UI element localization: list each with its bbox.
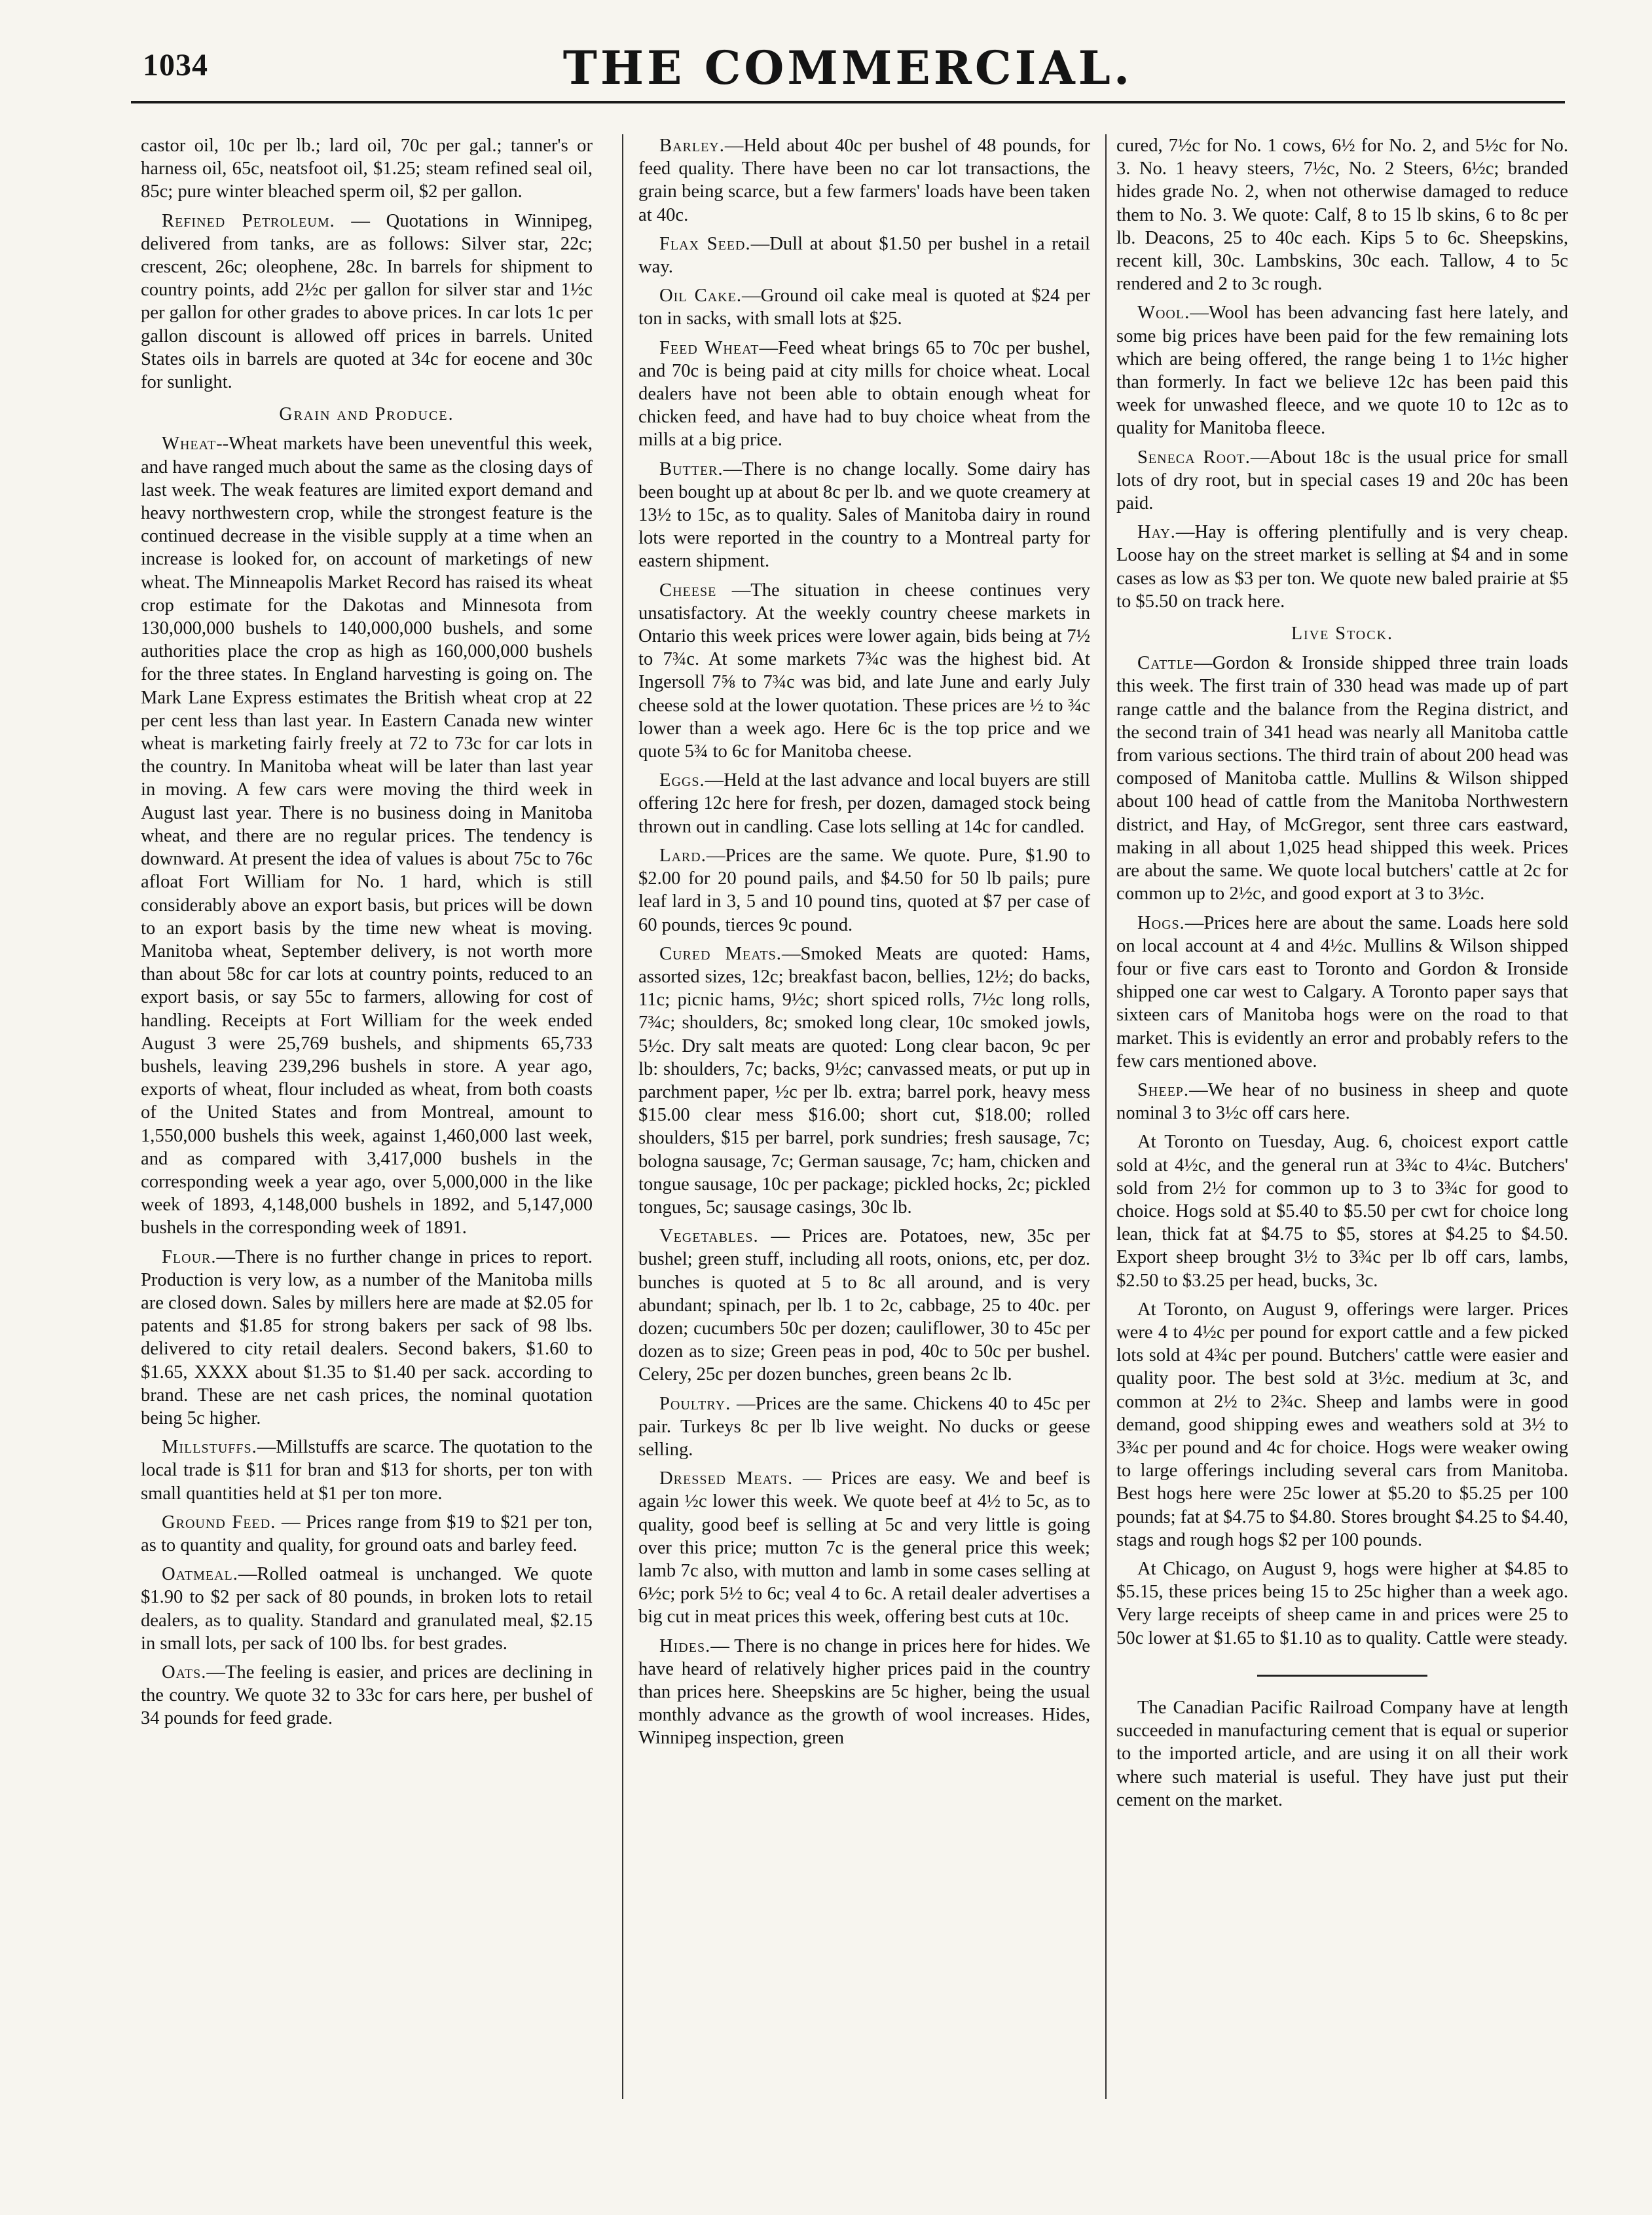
article-toronto-aug9: At Toronto, on August 9, offerings were larger. Prices were 4 to 4½c per pound for export cattle and a few picked lots sold at 4¾c per pound. Butchers' cattle were easier and quality poor. The best sold at 3½c. medium at 3c, and common at 2½ to 2¾c. Sheep and lambs were in good demand, good shipping ewes and weathers sold at 3½ to 3¾c per pound and 4c for choice. Hogs were weaker owing to large offerings including several cars from Manitoba. Best hogs here were 25c lower at $5.20 to $5.25 per 100 pounds; fat at $4.75 to $4.80. Stores brought $4.25 to $4.40, stags and rough hogs $2 per 100 pounds. — [1116, 1299, 1568, 1550]
article-heading: Cheese — [659, 580, 717, 601]
article-heading: Vegetables. — [659, 1226, 759, 1247]
article-heading: Poultry. — [659, 1393, 731, 1414]
article-body: —Feed wheat brings 65 to 70c per bushel, and 70c is being paid at city mills for choice wheat. Local dealers have not been able to obtain enough wheat for chicken feed, and have had to buy choice wheat from the mills at a big price. — [638, 337, 1090, 451]
article-heading: Sheep. — [1137, 1079, 1190, 1100]
article-oatmeal — [141, 1563, 593, 1655]
article-body: —The situation in cheese continues very unsatisfactory. At the weekly country cheese markets in Ontario this week prices were lower again, bids being at 7½ to 7¾c. At some markets 7¾c was the highest bid. At Ingersoll 7⅝ to 7¾c was bid, and late June and early July cheese sold at the lower quotation. These prices are ½ to ¾c lower than a week ago. Here 6c is the top price and we quote 5¾ to 6c for Manitoba cheese. — [638, 580, 1090, 762]
article-ground-feed — [141, 1511, 593, 1557]
article-millstuffs — [141, 1436, 593, 1505]
article-flour — [141, 1246, 593, 1430]
article-heading: Seneca Root. — [1137, 447, 1251, 468]
section-heading-live-stock: Live Stock. — [1291, 624, 1394, 644]
article-cpr-cement: The Canadian Pacific Railroad Company have at length succeeded in manufacturing cement that is equal or superior to the imported article, and are using it on all their work where such material is useful. They have just put their cement on the market. — [1116, 1698, 1568, 1810]
column-divider — [622, 134, 623, 2099]
article-wool — [1116, 301, 1568, 439]
article-body: —There is no further change in prices to report. Production is very low, as a number of the Manitoba mills are closed down. Sales by millers here are made at $2.05 for patents and $1.85 for strong bakers per sack of 98 lbs. delivered to city retail dealers. Second bakers, $1.60 to $1.65, XXXX about $1.35 to $1.40 per sack. according to brand. These are net cash prices, the nominal quotation being 5c higher. — [141, 1246, 593, 1428]
article-wheat — [141, 432, 593, 1239]
article-body: —About 18c is the usual price for small lots of dry root, but in special cases 19 and 20c has been paid. — [1116, 447, 1568, 514]
masthead-title: THE COMMERCIAL. — [562, 41, 1133, 95]
article-body: —Held at the last advance and local buyers are still offering 12c here for fresh, per dozen, damaged stock being thrown out in candling. Case lots selling at 14c for candled. — [638, 770, 1090, 837]
article-body: —Millstuffs are scarce. The quotation to the local trade is $11 for bran and $13 for shorts, per ton with small quantities held at $1 per ton more. — [141, 1437, 593, 1504]
article-lard — [638, 844, 1090, 937]
article-heading: Cured Meats. — [659, 943, 782, 964]
article-body: —Rolled oatmeal is unchanged. We quote $1.90 to $2 per sack of 80 pounds, in broken lots to retail dealers, as to quality. Standard and granulated meal, $2.15 in small lots, per sack of 100 lbs. for best grades. — [141, 1564, 593, 1654]
section-separator — [1116, 1663, 1568, 1686]
oils-continuation: castor oil, 10c per lb.; lard oil, 70c per gal.; tanner's or harness oil, 65c, neatsfoot oil, $1.25; steam refined seal oil, 85c; pure winter bleached sperm oil, $2 per gallon. — [141, 136, 593, 202]
hides-continuation: cured, 7½c for No. 1 cows, 6½ for No. 2, and 5½c for No. 3. No. 1 heavy steers, 7½c, No. 2 Steers, 6½c; branded hides grade No. 2, when not otherwise damaged to reduce them to No. 3. We quote: Calf, 8 to 15 lb skins, 6 to 8c per lb. Deacons, 25 to 40c each. Kips 5 to 6c. Sheepskins, recent kill, 30c. Lambskins, 30c each. Tallow, 4 to 5c rendered and 2 to 3c rough. — [1116, 136, 1568, 295]
article-cheese — [638, 579, 1090, 764]
section-heading-grain: Grain and Produce. — [279, 404, 454, 425]
article-chicago: At Chicago, on August 9, hogs were higher at $4.85 to $5.15, these prices being 15 to 25c higher than a week ago. Very large receipts of sheep came in and prices were 25 to 50c lower at $1.65 to $1.10 as to quality. Cattle were steady. — [1116, 1558, 1568, 1648]
article-body: —Dull at about $1.50 per bushel in a retail way. — [638, 233, 1090, 278]
article-oats — [141, 1661, 593, 1730]
article-heading: Wheat — [162, 434, 217, 455]
article-heading: Flax Seed. — [659, 233, 751, 254]
article-heading: Cattle — [1137, 653, 1194, 674]
article-toronto-aug6: At Toronto on Tuesday, Aug. 6, choicest export cattle sold at 4½c, and the general run at 3¾c to 4¼c. Butchers' sold from 2½ for common up to 3 to 3¾c for good to choice. Hogs sold at $5.40 to $5.50 per cwt for choice long lean, thick fat at $4.75 to $5, stores at $4.25 to $4.50. Export sheep brought 3½ to 3¾c per lb off cars, lambs, $2.50 to $3.25 per head, bucks, 3c. — [1116, 1132, 1568, 1291]
article-oil-cake — [638, 284, 1090, 330]
article-dressed-meats — [638, 1467, 1090, 1628]
article-feed-wheat — [638, 337, 1090, 452]
article-vegetables — [638, 1225, 1090, 1386]
article-body: —Prices here are about the same. Loads here sold on local account at 4 and 4½c. Mullins & Wilson shipped four or five cars east to Toronto and Gordon & Ironside shipped one car west to Calgary. A Toronto paper says that sixteen cars of Manitoba hogs were on the road to that market. This is evidently an error and probably refers to the few cars mentioned above. — [1116, 912, 1568, 1071]
article-refined-petroleum — [141, 210, 593, 394]
article-sheep — [1116, 1079, 1568, 1125]
column-2 — [638, 134, 1090, 1756]
article-heading: Barley. — [659, 136, 725, 156]
article-cured-meats — [638, 942, 1090, 1219]
column-1 — [141, 134, 593, 1736]
article-heading: Ground Feed. — [162, 1512, 276, 1533]
article-heading: Wool. — [1137, 303, 1190, 324]
article-flax-seed — [638, 233, 1090, 278]
article-hogs — [1116, 912, 1568, 1073]
article-body: —Gordon & Ironside shipped three train loads this week. The first train of 330 head was made up of part range cattle and the balance from the Regina district, and the second train of 341 head was nearly all Manitoba cattle from various sections. The third train of about 200 head was composed of Manitoba cattle. Mullins & Wilson shipped about 100 head of cattle from the Manitoba Northwestern district, and Hay, of McGregor, sent three cars eastward, making in all about 1,025 head shipped this week. Prices are about the same. We quote local butchers' cattle at 2c for common up to 2½c, and good export at 3 to 3½c. — [1116, 653, 1568, 904]
article-heading: Millstuffs. — [162, 1437, 257, 1458]
article-heading: Hogs. — [1137, 912, 1185, 933]
article-body: — Prices are. Potatoes, new, 35c per bushel; green stuff, including all roots, onions, etc, per doz. bunches is quoted at 5 to 8c all around, and is very abundant; spinach, per lb. 1 to 2c, cabbage, 25 to 40c. per dozen; cucumbers 50c per dozen; cauliflower, 30 to 45c per dozen as to size; Green peas in pod, 40c to 50c per bushel. Celery, 25c per dozen bunches, green beans 2c lb. — [638, 1226, 1090, 1385]
article-body: — Quotations in Winnipeg, delivered from tanks, are as follows: Silver star, 22c; crescent, 26c; oleophene, 28c. In barrels for shipment to country points, add 2½c per gallon for silver star and 1½c per gallon for other grades to above prices. In car lots 1c per gallon discount is allowed off prices in barrels. United States oils in barrels are quoted at 34c for eocene and 30c for sunlight. — [141, 210, 593, 393]
article-poultry — [638, 1392, 1090, 1462]
article-cattle — [1116, 652, 1568, 905]
article-heading: Oats. — [162, 1662, 207, 1683]
article-heading: Dressed Meats. — [659, 1468, 794, 1489]
article-hay — [1116, 521, 1568, 613]
column-3 — [1116, 134, 1568, 1817]
article-body: —There is no change locally. Some dairy has been bought up at about 8c per lb. and we quote creamery at 13½ to 15c, as to quality. Sales of Manitoba dairy in round lots were reported in the country to a Montreal party for eastern shipment. — [638, 458, 1090, 572]
article-eggs — [638, 769, 1090, 838]
article-body: —The feeling is easier, and prices are declining in the country. We quote 32 to 33c for cars here, per bushel of 34 pounds for feed grade. — [141, 1662, 593, 1729]
article-body: —Hay is offering plentifully and is very cheap. Loose hay on the street market is selling at $4 and in some cases as low as $3 per ton. We quote new baled prairie at $5 to $5.50 on track here. — [1116, 522, 1568, 612]
article-body: —Wool has been advancing fast here lately, and some big prices have been paid for the few remaining lots which are being offered, the range being 1 to 1½c higher than formerly. In fact we believe 12c has been paid this week for unwashed fleece, and we quote 10 to 12c as to quality for Manitoba fleece. — [1116, 303, 1568, 439]
column-divider — [1105, 134, 1107, 2099]
article-heading: Hay. — [1137, 522, 1176, 543]
article-butter — [638, 458, 1090, 573]
article-heading: Feed Wheat — [659, 337, 760, 358]
article-heading: Lard. — [659, 845, 707, 866]
article-heading: Eggs. — [659, 770, 705, 791]
article-body: —Held about 40c per bushel of 48 pounds, for feed quality. There have been no car lot transactions, the grain being scarce, but a few farmers' loads have been taken at 40c. — [638, 136, 1090, 225]
article-body: — Prices range from $19 to $21 per ton, as to quantity and quality, for ground oats and barley feed. — [141, 1512, 593, 1555]
article-heading: Refined Petroleum. — [162, 210, 335, 231]
article-body: --Wheat markets have been uneventful this week, and have ranged much about the same as the closing days of last week. The weak features are limited export demand and heavy northwestern crop, while the strongest feature is the continued decrease in the visible supply at a time when an increase is looked for, on account of marketings of new wheat. The Minneapolis Market Record has raised its wheat crop estimate for the Dakotas and Minnesota from 130,000,000 bushels to 140,000,000 bushels, and some authorities place the crop as high as 160,000,000 bushels for the three states. In England harvesting is going on. The Mark Lane Express estimates the British wheat crop at 22 per cent less than last year. In Eastern Canada new winter wheat is marketing fairly freely at 72 to 73c for car lots in the country. In Manitoba wheat will be later than last year in moving. A few cars were moving the third week in August last year. There is no business doing in Manitoba wheat, and there are no regular prices. The tendency is downward. At present the idea of values is about 75c to 76c afloat Fort William for No. 1 hard, which is still considerably above an export basis, but prices will be down to an export basis by the time new wheat is moving. Manitoba wheat, September delivery, is not worth more than about 58c for car lots at country points, reduced to an export basis, or say 55c to farmers, allowing for cost of handling. Receipts at Fort William for the week ended August 3 were 25,769 bushels, and shipments 65,733 bushels, leaving 239,296 bushels in store. A year ago, exports of wheat, flour included as wheat, from both coasts of the United States and from Montreal, amount to 1,550,000 bushels this week, against 1,460,000 last week, and as compared with 3,417,000 bushels in the corresponding week a year ago, over 5,000,000 in the like week of 1893, 4,148,000 bushels in 1892, and 5,147,000 bushels in the corresponding week of 1891. — [141, 434, 593, 1238]
article-body: —We hear of no business in sheep and quote nominal 3 to 3½c off cars here. — [1116, 1079, 1568, 1124]
article-heading: Oatmeal. — [162, 1564, 238, 1585]
article-body: —Smoked Meats are quoted: Hams, assorted sizes, 12c; breakfast bacon, bellies, 12½; do backs, 11c; picnic hams, 9½c; short spiced rolls, 7½c long rolls, 7¾c; shoulders, 8c; smoked long clear, 10c smoked jowls, 5½c. Dry salt meats are quoted: Long clear bacon, 9c per lb: shoulders, 7c; backs, 9½c; canvassed meats, or put up in parchment paper, ½c per lb. extra; barrel pork, heavy mess $15.00 clear mess $16.00; short cut, $18.00; rolled shoulders, $15 per barrel, pork sundries; fresh sausage, 7c; bologna sausage, 7c; German sausage, 7c; ham, chicken and tongue sausage, 10c per package; pickled hocks, 2c; pickled tongues, 5c; sausage casings, 30c lb. — [638, 943, 1090, 1218]
page-number: 1034 — [143, 48, 208, 83]
article-heading: Oil Cake. — [659, 286, 742, 307]
article-barley — [638, 134, 1090, 227]
article-body: —Prices are the same. Chickens 40 to 45c per pair. Turkeys 8c per lb live weight. No ducks or geese selling. — [638, 1393, 1090, 1460]
article-heading: Hides. — [659, 1635, 711, 1656]
article-heading: Flour. — [162, 1246, 217, 1267]
page-header — [131, 41, 1565, 103]
article-body: — Prices are easy. We and beef is again ½c lower this week. We quote beef at 4½ to 5c, as to quality, good beef is selling at 5c and very little is going over this price; mutton 7c is the general price this week; lamb 7c also, with mutton and lamb in some cases selling at 6½c; pork 5½ to 6c; veal 4 to 6c. A retail dealer advertises a big cut in meat prices this week, offering best cuts at 10c. — [638, 1468, 1091, 1628]
article-hides — [638, 1635, 1090, 1750]
article-heading: Butter. — [659, 458, 724, 479]
article-body: — There is no change in prices here for hides. We have heard of relatively higher prices paid in the country than prices here. Sheepskins are 5c higher, being the usual monthly advance as the growth of wool increases. Hides, Winnipeg inspection, green — [638, 1635, 1090, 1749]
article-seneca-root — [1116, 446, 1568, 515]
article-body: —Prices are the same. We quote. Pure, $1.90 to $2.00 for 20 pound pails, and $4.50 for 50 lb pails; pure leaf lard in 3, 5 and 10 pound tins, quoted at $7 per case of 60 pounds, tierces 9c pound. — [638, 845, 1090, 935]
separator-rule — [1257, 1675, 1427, 1677]
article-body: —Ground oil cake meal is quoted at $24 per ton in sacks, with small lots at $25. — [638, 286, 1090, 329]
